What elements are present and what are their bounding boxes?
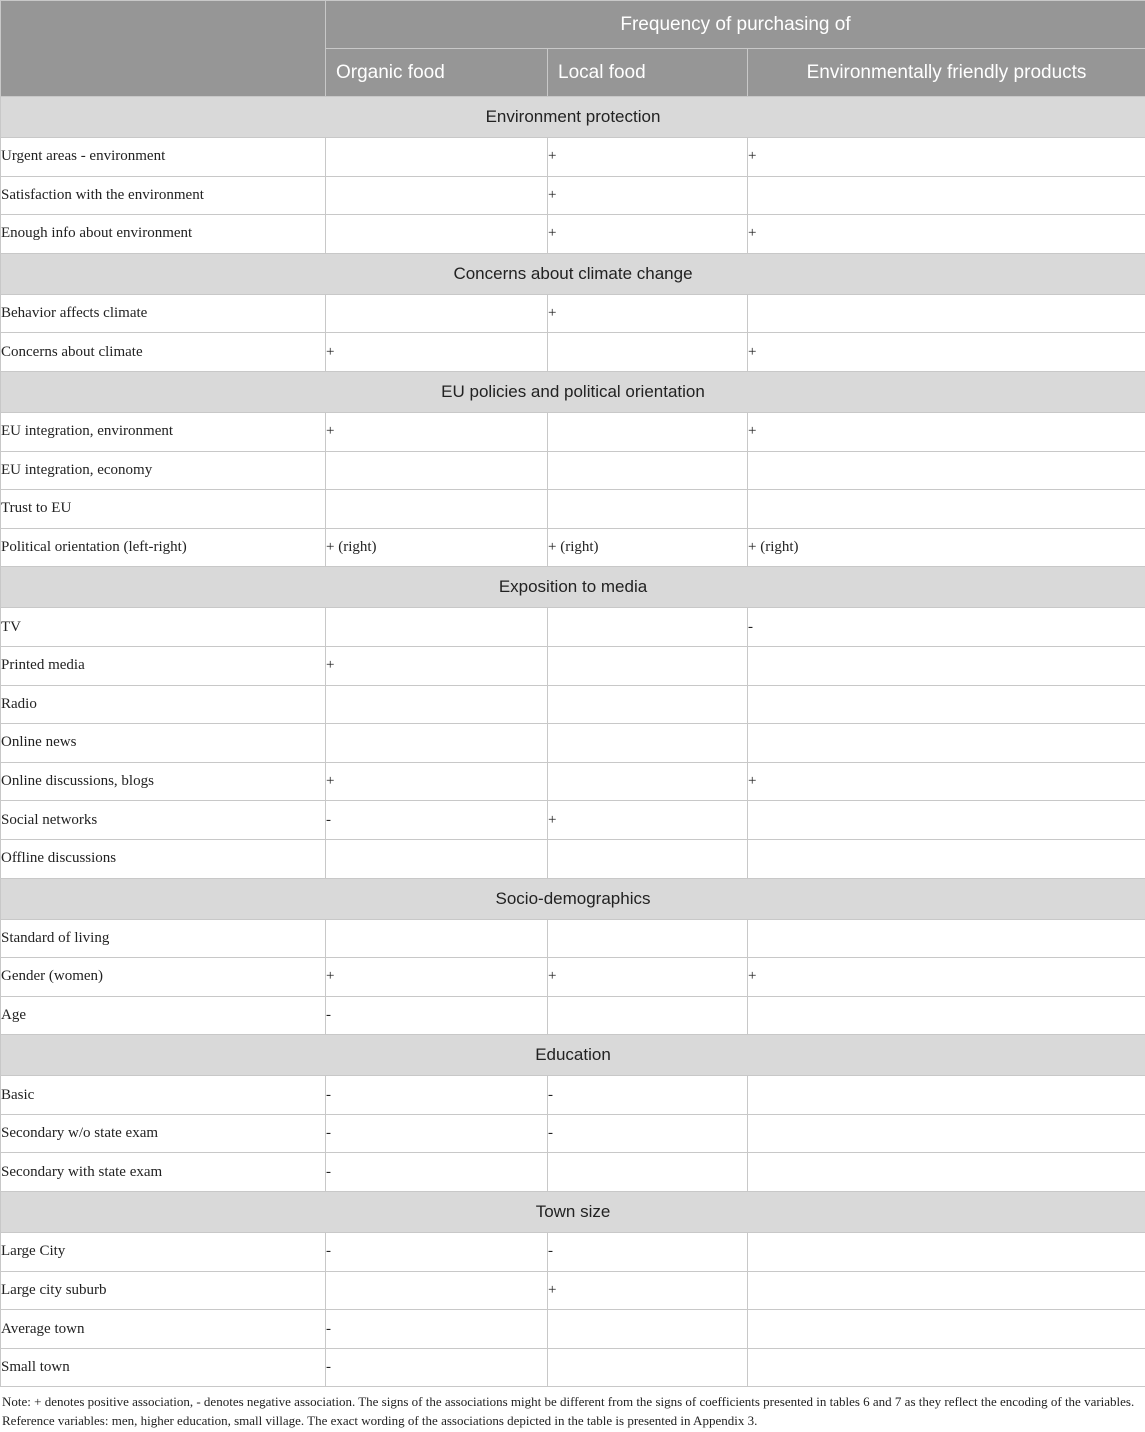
table-row bbox=[1, 1233, 1145, 1272]
table-body bbox=[1, 97, 1145, 1387]
section-header-row bbox=[1, 1192, 1145, 1233]
section-title: Environment protection bbox=[1, 97, 1145, 138]
table-row bbox=[1, 1114, 1145, 1153]
association-cell: + bbox=[548, 294, 748, 333]
association-cell bbox=[548, 996, 748, 1035]
association-cell bbox=[748, 996, 1145, 1035]
row-label: Concerns about climate bbox=[1, 333, 326, 372]
association-cell: + (right) bbox=[548, 528, 748, 567]
section-title: Concerns about climate change bbox=[1, 253, 1145, 294]
table-row bbox=[1, 412, 1145, 451]
association-cell bbox=[748, 919, 1145, 958]
association-cell: - bbox=[326, 1114, 548, 1153]
table-row bbox=[1, 919, 1145, 958]
association-cell bbox=[548, 608, 748, 647]
association-cell: - bbox=[548, 1114, 748, 1153]
table-row bbox=[1, 1153, 1145, 1192]
association-cell: - bbox=[326, 1348, 548, 1387]
section-header-row bbox=[1, 253, 1145, 294]
header-corner-cell bbox=[1, 1, 326, 97]
association-cell: + bbox=[748, 762, 1145, 801]
association-cell: + bbox=[326, 333, 548, 372]
section-title: Education bbox=[1, 1035, 1145, 1076]
section-title: Town size bbox=[1, 1192, 1145, 1233]
association-cell: + (right) bbox=[748, 528, 1145, 567]
section-header-row bbox=[1, 878, 1145, 919]
association-cell bbox=[326, 451, 548, 490]
association-cell bbox=[748, 490, 1145, 529]
row-label: Trust to EU bbox=[1, 490, 326, 529]
association-cell bbox=[548, 762, 748, 801]
row-label: TV bbox=[1, 608, 326, 647]
association-cell: + bbox=[748, 138, 1145, 177]
table-row bbox=[1, 215, 1145, 254]
row-label: EU integration, environment bbox=[1, 412, 326, 451]
association-cell: + bbox=[548, 801, 748, 840]
section-title: Socio-demographics bbox=[1, 878, 1145, 919]
section-header-row bbox=[1, 371, 1145, 412]
association-cell bbox=[748, 1310, 1145, 1349]
section-title: EU policies and political orientation bbox=[1, 371, 1145, 412]
association-cell: + bbox=[748, 412, 1145, 451]
table-row bbox=[1, 996, 1145, 1035]
association-cell: + bbox=[548, 215, 748, 254]
association-cell bbox=[748, 724, 1145, 763]
table-row bbox=[1, 1076, 1145, 1115]
column-header-local-food: Local food bbox=[548, 49, 748, 97]
association-cell bbox=[548, 1153, 748, 1192]
association-cell: - bbox=[326, 1310, 548, 1349]
association-cell: + bbox=[548, 958, 748, 997]
table-row bbox=[1, 1271, 1145, 1310]
association-cell: + bbox=[548, 176, 748, 215]
association-cell bbox=[326, 724, 548, 763]
row-label: Average town bbox=[1, 1310, 326, 1349]
row-label: Social networks bbox=[1, 801, 326, 840]
table-row bbox=[1, 958, 1145, 997]
association-cell bbox=[548, 685, 748, 724]
association-cell bbox=[326, 176, 548, 215]
association-cell: + bbox=[748, 958, 1145, 997]
row-label: Satisfaction with the environment bbox=[1, 176, 326, 215]
row-label: Secondary w/o state exam bbox=[1, 1114, 326, 1153]
association-cell: + bbox=[326, 646, 548, 685]
table-row bbox=[1, 333, 1145, 372]
association-cell bbox=[548, 724, 748, 763]
row-label: Standard of living bbox=[1, 919, 326, 958]
association-cell: - bbox=[326, 801, 548, 840]
table-row bbox=[1, 138, 1145, 177]
association-cell bbox=[748, 839, 1145, 878]
row-label: Large City bbox=[1, 1233, 326, 1272]
association-cell bbox=[326, 1271, 548, 1310]
table-row bbox=[1, 490, 1145, 529]
association-cell: + bbox=[326, 762, 548, 801]
association-cell: - bbox=[326, 1153, 548, 1192]
row-label: EU integration, economy bbox=[1, 451, 326, 490]
association-cell bbox=[548, 1310, 748, 1349]
association-cell bbox=[748, 801, 1145, 840]
association-cell bbox=[548, 333, 748, 372]
table-row bbox=[1, 762, 1145, 801]
table-row bbox=[1, 451, 1145, 490]
row-label: Online discussions, blogs bbox=[1, 762, 326, 801]
association-cell bbox=[326, 919, 548, 958]
association-cell: - bbox=[748, 608, 1145, 647]
row-label: Basic bbox=[1, 1076, 326, 1115]
table-row bbox=[1, 801, 1145, 840]
association-cell bbox=[548, 646, 748, 685]
table-note: Note: + denotes positive association, - denotes negative association. The signs of the associations might be different from the signs of coefficients presented in tables 6 and 7 as they reflect the encoding of the variables. Reference variables: men, higher education, small village. The exact wording of the associations depicted in the table is presented in Appendix 3. bbox=[2, 1394, 1135, 1428]
association-cell bbox=[748, 646, 1145, 685]
column-header-organic-food: Organic food bbox=[326, 49, 548, 97]
association-cell bbox=[548, 1348, 748, 1387]
association-cell bbox=[748, 1348, 1145, 1387]
table-row bbox=[1, 839, 1145, 878]
table-row bbox=[1, 528, 1145, 567]
row-label: Secondary with state exam bbox=[1, 1153, 326, 1192]
association-cell: + bbox=[748, 215, 1145, 254]
section-header-row bbox=[1, 1035, 1145, 1076]
table-row bbox=[1, 685, 1145, 724]
section-header-row bbox=[1, 97, 1145, 138]
row-label: Printed media bbox=[1, 646, 326, 685]
row-label: Online news bbox=[1, 724, 326, 763]
association-cell: - bbox=[326, 1076, 548, 1115]
association-cell bbox=[326, 839, 548, 878]
table-header bbox=[1, 1, 1145, 97]
association-cell bbox=[326, 608, 548, 647]
table-row bbox=[1, 608, 1145, 647]
association-cell bbox=[748, 1076, 1145, 1115]
row-label: Small town bbox=[1, 1348, 326, 1387]
association-cell bbox=[326, 685, 548, 724]
section-title: Exposition to media bbox=[1, 567, 1145, 608]
association-cell bbox=[326, 490, 548, 529]
association-cell bbox=[748, 1114, 1145, 1153]
association-cell bbox=[548, 451, 748, 490]
association-cell bbox=[748, 685, 1145, 724]
section-header-row bbox=[1, 567, 1145, 608]
association-cell: + bbox=[326, 958, 548, 997]
row-label: Political orientation (left-right) bbox=[1, 528, 326, 567]
row-label: Urgent areas - environment bbox=[1, 138, 326, 177]
row-label: Gender (women) bbox=[1, 958, 326, 997]
row-label: Large city suburb bbox=[1, 1271, 326, 1310]
association-cell bbox=[748, 176, 1145, 215]
table-row bbox=[1, 176, 1145, 215]
association-cell: + (right) bbox=[326, 528, 548, 567]
header-group-title: Frequency of purchasing of bbox=[326, 1, 1145, 49]
column-header-environmentally-friendly-products: Environmentally friendly products bbox=[748, 49, 1145, 97]
association-cell bbox=[748, 1233, 1145, 1272]
association-cell: - bbox=[548, 1233, 748, 1272]
association-cell: - bbox=[326, 996, 548, 1035]
association-cell: + bbox=[748, 333, 1145, 372]
row-label: Radio bbox=[1, 685, 326, 724]
association-cell bbox=[326, 138, 548, 177]
row-label: Offline discussions bbox=[1, 839, 326, 878]
row-label: Enough info about environment bbox=[1, 215, 326, 254]
association-cell bbox=[748, 1271, 1145, 1310]
association-cell: - bbox=[326, 1233, 548, 1272]
association-cell: - bbox=[548, 1076, 748, 1115]
table-row bbox=[1, 724, 1145, 763]
row-label: Age bbox=[1, 996, 326, 1035]
association-cell bbox=[326, 215, 548, 254]
association-cell bbox=[548, 412, 748, 451]
association-cell bbox=[748, 1153, 1145, 1192]
table-row bbox=[1, 1310, 1145, 1349]
row-label: Behavior affects climate bbox=[1, 294, 326, 333]
table-row bbox=[1, 646, 1145, 685]
association-cell: + bbox=[548, 138, 748, 177]
table-row bbox=[1, 294, 1145, 333]
association-cell bbox=[748, 294, 1145, 333]
association-cell: + bbox=[548, 1271, 748, 1310]
association-cell bbox=[326, 294, 548, 333]
association-cell: + bbox=[326, 412, 548, 451]
association-cell bbox=[548, 919, 748, 958]
header-row-group bbox=[1, 1, 1145, 49]
association-cell bbox=[548, 839, 748, 878]
association-cell bbox=[748, 451, 1145, 490]
association-cell bbox=[548, 490, 748, 529]
table-row bbox=[1, 1348, 1145, 1387]
